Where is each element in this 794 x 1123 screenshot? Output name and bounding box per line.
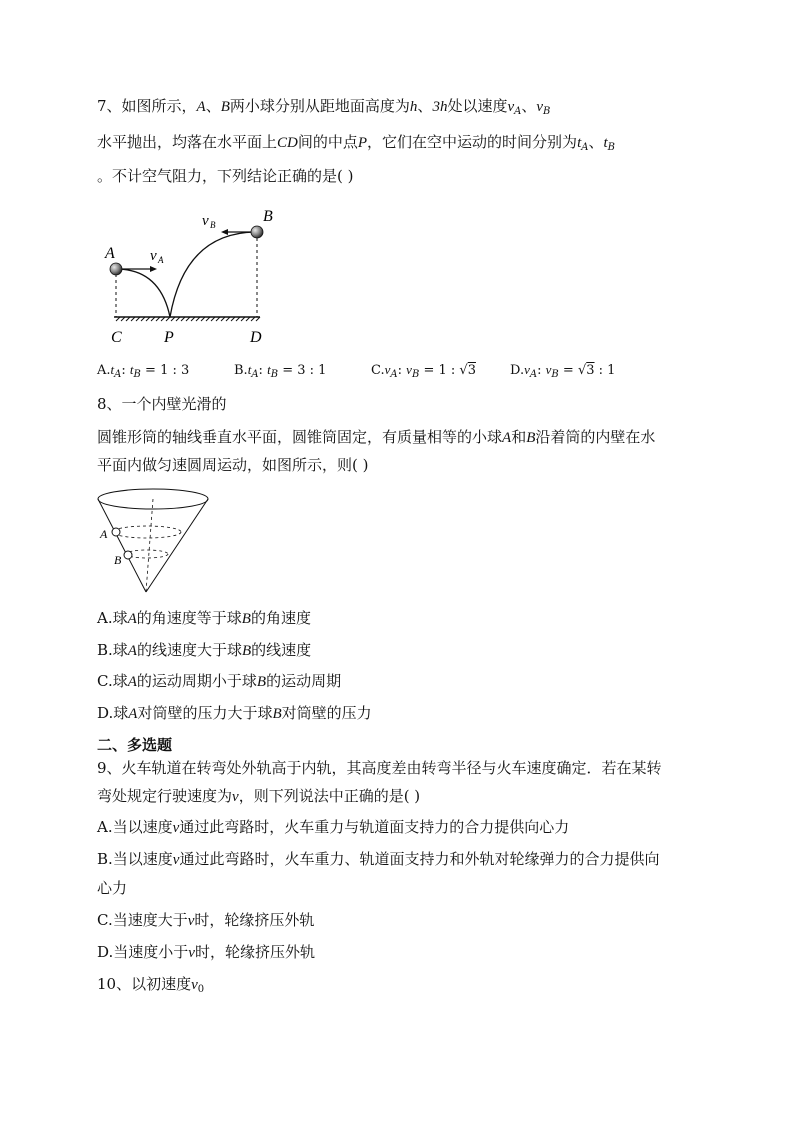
cone-axis	[146, 499, 153, 592]
q7-option-a[interactable]: $A.t_A$: $t_B = 1$ : 3	[97, 362, 190, 380]
label-a: A	[105, 245, 115, 262]
orbit-a	[113, 526, 181, 538]
sqrt-symbol: √	[459, 363, 468, 378]
section-heading: 二、多选题	[97, 736, 173, 754]
q9-line1: 9、火车轨道在转弯处外轨高于内轨，其高度差由转弯半径与火车速度确定．若在某转	[97, 759, 662, 777]
label-a: A	[100, 527, 108, 541]
label-va: v	[150, 248, 157, 264]
label-d: D	[250, 329, 262, 346]
label-vb-sub: B	[210, 220, 216, 230]
label-p: P	[164, 329, 174, 346]
q9-option-a[interactable]: A.当以速度v通过此弯路时，火车重力与轨道面支持力的合力提供向心力	[97, 818, 570, 836]
label-c: C	[111, 329, 122, 346]
ball-b	[251, 226, 263, 238]
q9-option-d[interactable]: D.当速度小于v时，轮缘挤压外轨	[97, 943, 315, 961]
q8-line2: 圆锥形筒的轴线垂直水平面，圆锥筒固定，有质量相等的小球A和B沿着筒的内壁在水	[97, 428, 656, 446]
cone-right-side	[146, 499, 208, 592]
label-b: B	[263, 208, 273, 225]
q7-line3: 。不计空气阻力，下列结论正确的是( )	[97, 167, 354, 185]
q7-line1: 7、如图所示，A、B两小球分别从距地面高度为h、3h处以速度$v_A$、$v_B$	[97, 97, 551, 117]
q7-figure	[100, 200, 280, 350]
q8-figure	[92, 484, 212, 599]
ball-a	[112, 528, 120, 536]
q9-option-b[interactable]: B.当以速度v通过此弯路时，火车重力、轨道面支持力和外轨对轮缘弹力的合力提供向	[97, 850, 660, 868]
q9-option-b-continued: 心力	[97, 879, 128, 897]
q7-option-c[interactable]: $C.v_A$: $v_B = 1$ : √3	[371, 362, 476, 380]
trajectory-b	[170, 232, 257, 317]
velocity-b-arrowhead	[221, 229, 228, 235]
q8-line3: 平面内做匀速圆周运动，如图所示，则( )	[97, 456, 369, 474]
cone-left-side	[98, 499, 146, 592]
label-vb: v	[202, 213, 209, 229]
q9-line2: 弯处规定行驶速度为v，则下列说法中正确的是( )	[97, 787, 421, 805]
q8-option-d[interactable]: D.球A对筒壁的压力大于球B对筒壁的压力	[97, 704, 372, 722]
velocity-a-arrowhead	[150, 266, 157, 272]
ball-b	[124, 551, 132, 559]
ball-a	[110, 263, 122, 275]
label-b: B	[114, 553, 122, 567]
q7-option-b[interactable]: $B.t_A$: $t_B = 3$ : 1	[234, 362, 327, 380]
q8-line1: 8、一个内壁光滑的	[97, 395, 227, 413]
q9-option-c[interactable]: C.当速度大于v时，轮缘挤压外轨	[97, 911, 315, 929]
q7-line2: 水平抛出，均落在水平面上CD间的中点P，它们在空中运动的时间分别为$t_A$、$t_B$	[97, 133, 616, 153]
q8-option-a[interactable]: A.球A的角速度等于球B的角速度	[97, 609, 311, 627]
label-va-sub: A	[158, 255, 164, 265]
sqrt-symbol: √	[577, 363, 587, 378]
q7-option-d[interactable]: $D.v_A$: $v_B = √3$ : 1	[510, 362, 616, 380]
q10-line1: 10、以初速度$v_0$	[97, 975, 205, 995]
trajectory-a	[116, 269, 170, 317]
q8-option-c[interactable]: C.球A的运动周期小于球B的运动周期	[97, 672, 342, 690]
q8-option-b[interactable]: B.球A的线速度大于球B的线速度	[97, 641, 312, 659]
